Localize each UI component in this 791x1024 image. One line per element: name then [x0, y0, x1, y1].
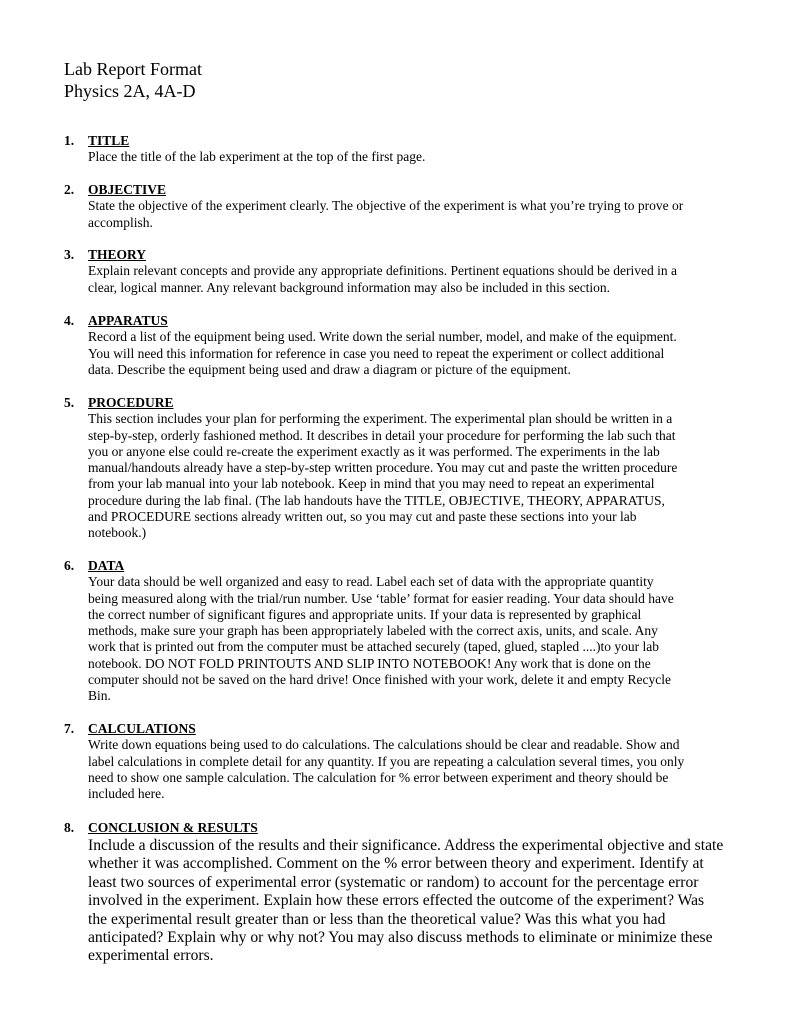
section-body	[88, 837, 723, 966]
section-body	[88, 149, 425, 165]
section-number: 5.	[64, 395, 75, 410]
body-line: need to show one sample calculation. The calculation for % error between experiment and theory should be	[88, 769, 669, 785]
section-heading: PROCEDURE	[88, 395, 174, 410]
body-line: procedure during the lab final. (The lab handouts have the TITLE, OBJECTIVE, THEORY, APPARATUS,	[88, 492, 665, 508]
body-line: This section includes your plan for performing the experiment. The experimental plan should be written in a	[88, 411, 673, 427]
body-line: notebook.)	[88, 525, 147, 541]
section-heading: DATA	[88, 558, 125, 573]
body-line: work that is printed out from the computer must be attached securely (taped, glued, stapled ....)to your lab	[88, 639, 659, 655]
body-line: Your data should be well organized and easy to read. Label each set of data with the appropriate quantity	[88, 574, 654, 590]
section-heading: CALCULATIONS	[88, 721, 196, 736]
section-heading: CONCLUSION & RESULTS	[88, 820, 258, 835]
body-line: clear, logical manner. Any relevant background information may also be included in this section.	[88, 279, 611, 295]
body-line: computer should not be saved on the hard drive! Once finished with your work, delete it and empty Recycle	[88, 672, 671, 688]
body-line: being measured along with the trial/run number. Use ‘table’ format for easier reading. Your data should have	[88, 590, 674, 606]
body-line: manual/handouts already have a step-by-step written procedure. You may cut and paste the written procedure	[88, 460, 678, 476]
section-heading: THEORY	[88, 247, 147, 262]
body-line: step-by-step, orderly fashioned method. It describes in detail your procedure for performing the lab such that	[88, 427, 676, 443]
body-line: Place the title of the lab experiment at the top of the first page.	[88, 149, 426, 165]
body-line: Write down equations being used to do calculations. The calculations should be clear and readable. Show and	[88, 737, 680, 753]
section-body	[88, 411, 677, 541]
section-heading: APPARATUS	[88, 313, 168, 328]
body-line: data. Describe the equipment being used and draw a diagram or picture of the equipment.	[88, 361, 571, 377]
body-line: label calculations in complete detail for any quantity. If you are repeating a calculation several times, you only	[88, 753, 685, 769]
body-line: the correct number of significant figures and appropriate units. If your data is represented by graphical	[88, 606, 642, 622]
section-number: 1.	[64, 133, 75, 148]
section-heading: TITLE	[88, 133, 130, 148]
section-number: 6.	[64, 558, 75, 573]
body-line: Explain relevant concepts and provide any appropriate definitions. Pertinent equations should be derived in a	[88, 263, 677, 279]
body-line: methods, make sure your graph has been appropriately labeled with the correct axis, units, and scale. Any	[88, 623, 658, 639]
body-line: involved in the experiment. Explain how these errors effected the outcome of the experiment? Was	[88, 892, 705, 910]
document-title: Lab Report Format	[64, 59, 202, 79]
section-body	[88, 737, 684, 802]
body-line: from your lab manual into your lab notebook. Keep in mind that you may need to repeat an experimental	[88, 476, 655, 492]
document-subtitle: Physics 2A, 4A-D	[64, 81, 196, 101]
section-body	[88, 263, 677, 296]
section-number: 7.	[64, 721, 75, 736]
body-line: you or anyone else could re-create the experiment exactly as it was performed. The experiments in the lab	[88, 443, 660, 459]
body-line: least two sources of experimental error (systematic or random) to account for the percentage error	[88, 873, 699, 891]
section-body	[88, 329, 677, 378]
body-line: whether it was accomplished. Comment on the % error between theory and experiment. Identify at	[88, 855, 704, 873]
section-heading: OBJECTIVE	[88, 182, 167, 197]
body-line: State the objective of the experiment clearly. The objective of the experiment is what you’re trying to prove or	[88, 198, 684, 214]
body-line: accomplish.	[88, 214, 153, 230]
section-number: 8.	[64, 820, 75, 835]
body-line: anticipated? Explain why or why not? You may also discuss methods to eliminate or minimize these	[88, 929, 713, 947]
section-number: 4.	[64, 313, 75, 328]
body-line: included here.	[88, 786, 165, 802]
section-number: 2.	[64, 182, 75, 197]
body-line: You will need this information for reference in case you need to repeat the experiment or collect additional	[88, 345, 665, 361]
section-body	[88, 198, 683, 231]
section-number: 3.	[64, 247, 75, 262]
section-body	[88, 574, 674, 704]
body-line: the experimental result greater than or less than the theoretical value? Was this what you had	[88, 910, 666, 928]
body-line: Include a discussion of the results and their significance. Address the experimental objective and state	[88, 837, 724, 854]
body-line: Record a list of the equipment being used. Write down the serial number, model, and make of the equipment.	[88, 329, 677, 345]
body-line: and PROCEDURE sections already written out, so you may cut and paste these sections into your lab	[88, 509, 637, 525]
body-line: notebook. DO NOT FOLD PRINTOUTS AND SLIP INTO NOTEBOOK! Any work that is done on the	[88, 655, 651, 671]
body-line: Bin.	[88, 688, 111, 704]
body-line: experimental errors.	[88, 947, 214, 965]
